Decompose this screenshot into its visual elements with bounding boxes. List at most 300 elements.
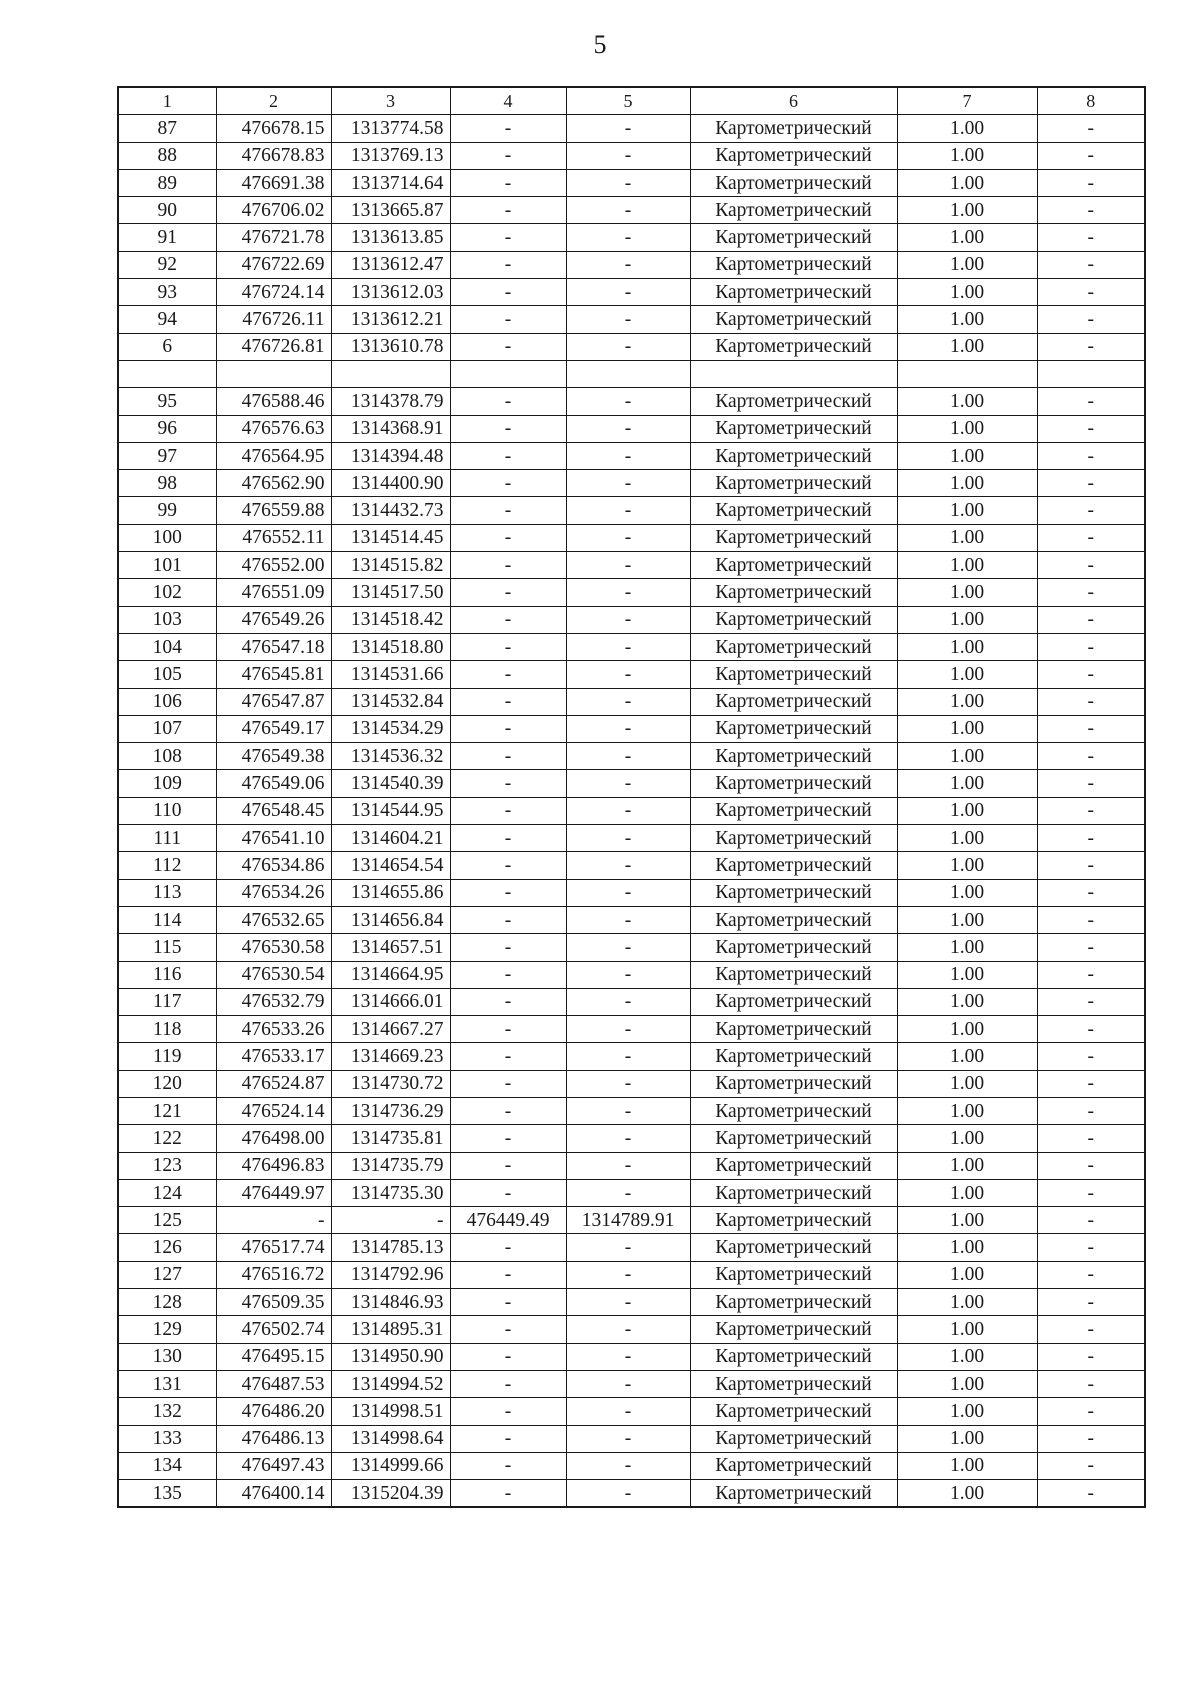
method-cell: Картометрический bbox=[690, 224, 897, 251]
accuracy-cell: 1.00 bbox=[897, 279, 1037, 306]
point-number-cell: 115 bbox=[118, 934, 216, 961]
y-new-cell: - bbox=[566, 1452, 690, 1479]
y-new-cell: - bbox=[566, 1070, 690, 1097]
method-cell: Картометрический bbox=[690, 988, 897, 1015]
table-row bbox=[118, 197, 1145, 224]
y-new-cell: - bbox=[566, 1343, 690, 1370]
accuracy-cell: 1.00 bbox=[897, 1261, 1037, 1288]
table-row bbox=[118, 688, 1145, 715]
x-coordinate-cell: 476497.43 bbox=[216, 1452, 331, 1479]
x-coordinate-cell: 476400.14 bbox=[216, 1480, 331, 1508]
description-cell: - bbox=[1037, 934, 1145, 961]
y-new-cell: - bbox=[566, 115, 690, 142]
description-cell: - bbox=[1037, 1207, 1145, 1234]
method-cell: Картометрический bbox=[690, 1152, 897, 1179]
description-cell: - bbox=[1037, 633, 1145, 660]
y-coordinate-cell: 1314515.82 bbox=[331, 552, 450, 579]
table-row bbox=[118, 115, 1145, 142]
accuracy-cell: 1.00 bbox=[897, 743, 1037, 770]
accuracy-cell: 1.00 bbox=[897, 1179, 1037, 1206]
table-row bbox=[118, 1070, 1145, 1097]
x-new-cell: - bbox=[450, 333, 566, 360]
x-coordinate-cell: 476533.17 bbox=[216, 1043, 331, 1070]
description-cell: - bbox=[1037, 1452, 1145, 1479]
table-row bbox=[118, 169, 1145, 196]
y-new-cell: - bbox=[566, 961, 690, 988]
x-coordinate-cell: 476724.14 bbox=[216, 279, 331, 306]
y-new-cell: - bbox=[566, 579, 690, 606]
y-coordinate-cell: 1314514.45 bbox=[331, 524, 450, 551]
point-number-cell: 100 bbox=[118, 524, 216, 551]
method-cell: Картометрический bbox=[690, 1316, 897, 1343]
x-coordinate-cell: 476541.10 bbox=[216, 825, 331, 852]
y-new-cell: - bbox=[566, 388, 690, 415]
x-coordinate-cell: 476552.11 bbox=[216, 524, 331, 551]
accuracy-cell: 1.00 bbox=[897, 552, 1037, 579]
x-coordinate-cell: 476547.87 bbox=[216, 688, 331, 715]
point-number-cell: 97 bbox=[118, 442, 216, 469]
description-cell: - bbox=[1037, 1179, 1145, 1206]
point-number-cell: 129 bbox=[118, 1316, 216, 1343]
method-cell: Картометрический bbox=[690, 251, 897, 278]
x-coordinate-cell: 476549.26 bbox=[216, 606, 331, 633]
table-row bbox=[118, 1452, 1145, 1479]
x-coordinate-cell: 476496.83 bbox=[216, 1152, 331, 1179]
y-coordinate-cell: 1314378.79 bbox=[331, 388, 450, 415]
table-row bbox=[118, 251, 1145, 278]
description-cell: - bbox=[1037, 1343, 1145, 1370]
method-cell: Картометрический bbox=[690, 797, 897, 824]
y-coordinate-cell: 1314655.86 bbox=[331, 879, 450, 906]
y-new-cell: - bbox=[566, 197, 690, 224]
x-new-cell: - bbox=[450, 961, 566, 988]
y-coordinate-cell: 1313612.03 bbox=[331, 279, 450, 306]
table-row bbox=[118, 797, 1145, 824]
description-cell: - bbox=[1037, 1070, 1145, 1097]
y-new-cell: - bbox=[566, 1125, 690, 1152]
method-cell: Картометрический bbox=[690, 333, 897, 360]
x-coordinate-cell: 476726.81 bbox=[216, 333, 331, 360]
x-new-cell: - bbox=[450, 1452, 566, 1479]
y-coordinate-cell: 1314998.51 bbox=[331, 1398, 450, 1425]
x-coordinate-cell: 476722.69 bbox=[216, 251, 331, 278]
x-coordinate-cell: 476524.87 bbox=[216, 1070, 331, 1097]
accuracy-cell: 1.00 bbox=[897, 388, 1037, 415]
y-new-cell: - bbox=[566, 1179, 690, 1206]
x-coordinate-cell: 476486.13 bbox=[216, 1425, 331, 1452]
table-row bbox=[118, 1179, 1145, 1206]
table-row bbox=[118, 1016, 1145, 1043]
x-coordinate-cell: 476486.20 bbox=[216, 1398, 331, 1425]
x-coordinate-cell: 476449.97 bbox=[216, 1179, 331, 1206]
description-cell: - bbox=[1037, 688, 1145, 715]
method-cell: Картометрический bbox=[690, 306, 897, 333]
y-coordinate-cell: 1314730.72 bbox=[331, 1070, 450, 1097]
x-coordinate-cell: 476559.88 bbox=[216, 497, 331, 524]
description-cell bbox=[1037, 360, 1145, 387]
point-number-cell: 91 bbox=[118, 224, 216, 251]
description-cell: - bbox=[1037, 852, 1145, 879]
table-row bbox=[118, 552, 1145, 579]
description-cell: - bbox=[1037, 606, 1145, 633]
description-cell: - bbox=[1037, 715, 1145, 742]
y-new-cell: - bbox=[566, 1234, 690, 1261]
point-number-cell: 6 bbox=[118, 333, 216, 360]
table-row bbox=[118, 1125, 1145, 1152]
point-number-cell: 123 bbox=[118, 1152, 216, 1179]
y-new-cell: - bbox=[566, 988, 690, 1015]
table-row bbox=[118, 825, 1145, 852]
method-cell: Картометрический bbox=[690, 442, 897, 469]
method-cell: Картометрический bbox=[690, 524, 897, 551]
accuracy-cell: 1.00 bbox=[897, 224, 1037, 251]
point-number-cell: 92 bbox=[118, 251, 216, 278]
y-new-cell: - bbox=[566, 524, 690, 551]
table-row bbox=[118, 1234, 1145, 1261]
x-new-cell: - bbox=[450, 1480, 566, 1508]
method-cell: Картометрический bbox=[690, 961, 897, 988]
point-number-cell: 90 bbox=[118, 197, 216, 224]
table-row bbox=[118, 1261, 1145, 1288]
accuracy-cell: 1.00 bbox=[897, 1207, 1037, 1234]
accuracy-cell: 1.00 bbox=[897, 825, 1037, 852]
x-new-cell: - bbox=[450, 552, 566, 579]
x-coordinate-cell: 476678.15 bbox=[216, 115, 331, 142]
x-coordinate-cell: 476545.81 bbox=[216, 661, 331, 688]
x-new-cell: - bbox=[450, 606, 566, 633]
y-new-cell: - bbox=[566, 906, 690, 933]
method-cell: Картометрический bbox=[690, 688, 897, 715]
method-cell: Картометрический bbox=[690, 606, 897, 633]
x-coordinate-cell: 476551.09 bbox=[216, 579, 331, 606]
description-cell: - bbox=[1037, 552, 1145, 579]
x-new-cell: - bbox=[450, 306, 566, 333]
y-coordinate-cell: 1314994.52 bbox=[331, 1370, 450, 1397]
method-cell: Картометрический bbox=[690, 1398, 897, 1425]
table-row bbox=[118, 279, 1145, 306]
description-cell: - bbox=[1037, 1125, 1145, 1152]
description-cell: - bbox=[1037, 825, 1145, 852]
y-coordinate-cell: 1315204.39 bbox=[331, 1480, 450, 1508]
description-cell: - bbox=[1037, 770, 1145, 797]
y-coordinate-cell: 1314540.39 bbox=[331, 770, 450, 797]
x-coordinate-cell: 476552.00 bbox=[216, 552, 331, 579]
x-new-cell: 476449.49 bbox=[450, 1207, 566, 1234]
y-coordinate-cell: 1313610.78 bbox=[331, 333, 450, 360]
table-row bbox=[118, 1425, 1145, 1452]
accuracy-cell: 1.00 bbox=[897, 470, 1037, 497]
point-number-cell: 135 bbox=[118, 1480, 216, 1508]
x-coordinate-cell: 476564.95 bbox=[216, 442, 331, 469]
y-new-cell: - bbox=[566, 142, 690, 169]
accuracy-cell: 1.00 bbox=[897, 1043, 1037, 1070]
y-new-cell: - bbox=[566, 1425, 690, 1452]
x-new-cell: - bbox=[450, 1370, 566, 1397]
method-cell: Картометрический bbox=[690, 1125, 897, 1152]
y-coordinate-cell: 1314666.01 bbox=[331, 988, 450, 1015]
y-new-cell: - bbox=[566, 606, 690, 633]
accuracy-cell: 1.00 bbox=[897, 633, 1037, 660]
description-cell: - bbox=[1037, 415, 1145, 442]
method-cell: Картометрический bbox=[690, 1452, 897, 1479]
point-number-cell: 134 bbox=[118, 1452, 216, 1479]
x-new-cell: - bbox=[450, 251, 566, 278]
x-new-cell: - bbox=[450, 415, 566, 442]
description-cell: - bbox=[1037, 197, 1145, 224]
y-coordinate-cell: 1314544.95 bbox=[331, 797, 450, 824]
point-number-cell: 116 bbox=[118, 961, 216, 988]
point-number-cell: 98 bbox=[118, 470, 216, 497]
point-number-cell: 120 bbox=[118, 1070, 216, 1097]
method-cell: Картометрический bbox=[690, 743, 897, 770]
description-cell: - bbox=[1037, 661, 1145, 688]
accuracy-cell: 1.00 bbox=[897, 1452, 1037, 1479]
y-coordinate-cell: 1314792.96 bbox=[331, 1261, 450, 1288]
x-new-cell: - bbox=[450, 1398, 566, 1425]
method-cell: Картометрический bbox=[690, 715, 897, 742]
table-row bbox=[118, 442, 1145, 469]
description-cell: - bbox=[1037, 797, 1145, 824]
method-cell: Картометрический bbox=[690, 852, 897, 879]
point-number-cell: 114 bbox=[118, 906, 216, 933]
description-cell: - bbox=[1037, 470, 1145, 497]
table-row bbox=[118, 1043, 1145, 1070]
y-coordinate-cell: 1314656.84 bbox=[331, 906, 450, 933]
column-header: 8 bbox=[1037, 87, 1145, 115]
y-coordinate-cell: 1314736.29 bbox=[331, 1097, 450, 1124]
point-number-cell: 109 bbox=[118, 770, 216, 797]
x-new-cell: - bbox=[450, 470, 566, 497]
y-coordinate-cell: 1314531.66 bbox=[331, 661, 450, 688]
accuracy-cell: 1.00 bbox=[897, 1398, 1037, 1425]
accuracy-cell: 1.00 bbox=[897, 1125, 1037, 1152]
x-new-cell: - bbox=[450, 825, 566, 852]
y-coordinate-cell: 1314669.23 bbox=[331, 1043, 450, 1070]
description-cell: - bbox=[1037, 961, 1145, 988]
x-new-cell: - bbox=[450, 633, 566, 660]
x-coordinate-cell: 476530.54 bbox=[216, 961, 331, 988]
x-coordinate-cell: 476726.11 bbox=[216, 306, 331, 333]
accuracy-cell: 1.00 bbox=[897, 251, 1037, 278]
method-cell: Картометрический bbox=[690, 1480, 897, 1508]
table-row bbox=[118, 852, 1145, 879]
x-coordinate-cell: 476548.45 bbox=[216, 797, 331, 824]
y-new-cell: - bbox=[566, 224, 690, 251]
table-row bbox=[118, 988, 1145, 1015]
table-row bbox=[118, 906, 1145, 933]
x-coordinate-cell: 476509.35 bbox=[216, 1289, 331, 1316]
description-cell: - bbox=[1037, 279, 1145, 306]
x-new-cell: - bbox=[450, 988, 566, 1015]
y-new-cell: - bbox=[566, 1152, 690, 1179]
description-cell: - bbox=[1037, 988, 1145, 1015]
x-new-cell: - bbox=[450, 715, 566, 742]
accuracy-cell: 1.00 bbox=[897, 715, 1037, 742]
method-cell: Картометрический bbox=[690, 1207, 897, 1234]
table-row bbox=[118, 524, 1145, 551]
x-new-cell: - bbox=[450, 142, 566, 169]
table-row bbox=[118, 770, 1145, 797]
accuracy-cell: 1.00 bbox=[897, 661, 1037, 688]
y-coordinate-cell: 1313612.21 bbox=[331, 306, 450, 333]
y-coordinate-cell: 1314785.13 bbox=[331, 1234, 450, 1261]
y-new-cell: - bbox=[566, 306, 690, 333]
point-number-cell: 99 bbox=[118, 497, 216, 524]
table-row bbox=[118, 579, 1145, 606]
method-cell: Картометрический bbox=[690, 770, 897, 797]
x-new-cell: - bbox=[450, 934, 566, 961]
x-coordinate-cell: 476547.18 bbox=[216, 633, 331, 660]
table-row bbox=[118, 224, 1145, 251]
x-new-cell: - bbox=[450, 852, 566, 879]
point-number-cell: 87 bbox=[118, 115, 216, 142]
y-new-cell: - bbox=[566, 934, 690, 961]
x-new-cell: - bbox=[450, 442, 566, 469]
x-coordinate-cell: 476530.58 bbox=[216, 934, 331, 961]
accuracy-cell: 1.00 bbox=[897, 415, 1037, 442]
point-number-cell: 131 bbox=[118, 1370, 216, 1397]
description-cell: - bbox=[1037, 1425, 1145, 1452]
method-cell: Картометрический bbox=[690, 906, 897, 933]
column-header: 3 bbox=[331, 87, 450, 115]
accuracy-cell: 1.00 bbox=[897, 934, 1037, 961]
accuracy-cell: 1.00 bbox=[897, 1016, 1037, 1043]
point-number-cell bbox=[118, 360, 216, 387]
point-number-cell: 130 bbox=[118, 1343, 216, 1370]
description-cell: - bbox=[1037, 1316, 1145, 1343]
accuracy-cell: 1.00 bbox=[897, 1097, 1037, 1124]
point-number-cell: 94 bbox=[118, 306, 216, 333]
x-new-cell: - bbox=[450, 497, 566, 524]
method-cell: Картометрический bbox=[690, 1425, 897, 1452]
x-coordinate-cell: 476498.00 bbox=[216, 1125, 331, 1152]
accuracy-cell: 1.00 bbox=[897, 1343, 1037, 1370]
point-number-cell: 93 bbox=[118, 279, 216, 306]
accuracy-cell: 1.00 bbox=[897, 579, 1037, 606]
point-number-cell: 133 bbox=[118, 1425, 216, 1452]
method-cell: Картометрический bbox=[690, 1370, 897, 1397]
y-new-cell: - bbox=[566, 852, 690, 879]
y-new-cell: - bbox=[566, 552, 690, 579]
accuracy-cell: 1.00 bbox=[897, 115, 1037, 142]
method-cell: Картометрический bbox=[690, 388, 897, 415]
method-cell: Картометрический bbox=[690, 879, 897, 906]
y-new-cell: - bbox=[566, 1370, 690, 1397]
point-number-cell: 95 bbox=[118, 388, 216, 415]
y-new-cell: - bbox=[566, 1261, 690, 1288]
accuracy-cell: 1.00 bbox=[897, 770, 1037, 797]
point-number-cell: 110 bbox=[118, 797, 216, 824]
x-coordinate-cell: 476721.78 bbox=[216, 224, 331, 251]
description-cell: - bbox=[1037, 497, 1145, 524]
y-new-cell: - bbox=[566, 442, 690, 469]
method-cell: Картометрический bbox=[690, 279, 897, 306]
point-number-cell: 88 bbox=[118, 142, 216, 169]
description-cell: - bbox=[1037, 1152, 1145, 1179]
table-row bbox=[118, 743, 1145, 770]
x-coordinate-cell: - bbox=[216, 1207, 331, 1234]
y-coordinate-cell bbox=[331, 360, 450, 387]
table-row bbox=[118, 360, 1145, 387]
x-coordinate-cell: 476487.53 bbox=[216, 1370, 331, 1397]
description-cell: - bbox=[1037, 1289, 1145, 1316]
column-header: 6 bbox=[690, 87, 897, 115]
method-cell: Картометрический bbox=[690, 415, 897, 442]
x-coordinate-cell: 476549.17 bbox=[216, 715, 331, 742]
method-cell: Картометрический bbox=[690, 142, 897, 169]
x-coordinate-cell: 476691.38 bbox=[216, 169, 331, 196]
table-row bbox=[118, 415, 1145, 442]
description-cell: - bbox=[1037, 1398, 1145, 1425]
column-header: 7 bbox=[897, 87, 1037, 115]
y-coordinate-cell: 1313665.87 bbox=[331, 197, 450, 224]
method-cell: Картометрический bbox=[690, 1097, 897, 1124]
accuracy-cell: 1.00 bbox=[897, 197, 1037, 224]
point-number-cell: 127 bbox=[118, 1261, 216, 1288]
table-row bbox=[118, 142, 1145, 169]
point-number-cell: 108 bbox=[118, 743, 216, 770]
method-cell: Картометрический bbox=[690, 825, 897, 852]
method-cell: Картометрический bbox=[690, 115, 897, 142]
description-cell: - bbox=[1037, 524, 1145, 551]
point-number-cell: 132 bbox=[118, 1398, 216, 1425]
x-new-cell: - bbox=[450, 1070, 566, 1097]
accuracy-cell: 1.00 bbox=[897, 688, 1037, 715]
table-row bbox=[118, 1343, 1145, 1370]
y-new-cell: - bbox=[566, 279, 690, 306]
y-coordinate-cell: 1314950.90 bbox=[331, 1343, 450, 1370]
table-row bbox=[118, 1370, 1145, 1397]
description-cell: - bbox=[1037, 579, 1145, 606]
x-coordinate-cell: 476706.02 bbox=[216, 197, 331, 224]
description-cell: - bbox=[1037, 306, 1145, 333]
x-coordinate-cell: 476532.79 bbox=[216, 988, 331, 1015]
method-cell: Картометрический bbox=[690, 470, 897, 497]
x-coordinate-cell: 476534.26 bbox=[216, 879, 331, 906]
point-number-cell: 112 bbox=[118, 852, 216, 879]
x-coordinate-cell: 476517.74 bbox=[216, 1234, 331, 1261]
accuracy-cell: 1.00 bbox=[897, 169, 1037, 196]
x-new-cell: - bbox=[450, 1343, 566, 1370]
method-cell: Картометрический bbox=[690, 1043, 897, 1070]
table-row bbox=[118, 715, 1145, 742]
x-coordinate-cell: 476516.72 bbox=[216, 1261, 331, 1288]
accuracy-cell: 1.00 bbox=[897, 961, 1037, 988]
x-new-cell: - bbox=[450, 1016, 566, 1043]
x-coordinate-cell: 476549.06 bbox=[216, 770, 331, 797]
table-row bbox=[118, 606, 1145, 633]
point-number-cell: 126 bbox=[118, 1234, 216, 1261]
method-cell: Картометрический bbox=[690, 1343, 897, 1370]
table-row bbox=[118, 1152, 1145, 1179]
x-new-cell: - bbox=[450, 388, 566, 415]
table-row bbox=[118, 633, 1145, 660]
x-new-cell: - bbox=[450, 524, 566, 551]
description-cell: - bbox=[1037, 442, 1145, 469]
accuracy-cell: 1.00 bbox=[897, 524, 1037, 551]
accuracy-cell: 1.00 bbox=[897, 906, 1037, 933]
table-body bbox=[118, 87, 1145, 1507]
description-cell: - bbox=[1037, 1097, 1145, 1124]
y-new-cell: - bbox=[566, 1316, 690, 1343]
x-new-cell: - bbox=[450, 1152, 566, 1179]
x-new-cell: - bbox=[450, 879, 566, 906]
x-new-cell: - bbox=[450, 169, 566, 196]
column-header: 1 bbox=[118, 87, 216, 115]
x-new-cell: - bbox=[450, 115, 566, 142]
y-coordinate-cell: 1313769.13 bbox=[331, 142, 450, 169]
x-new-cell: - bbox=[450, 279, 566, 306]
